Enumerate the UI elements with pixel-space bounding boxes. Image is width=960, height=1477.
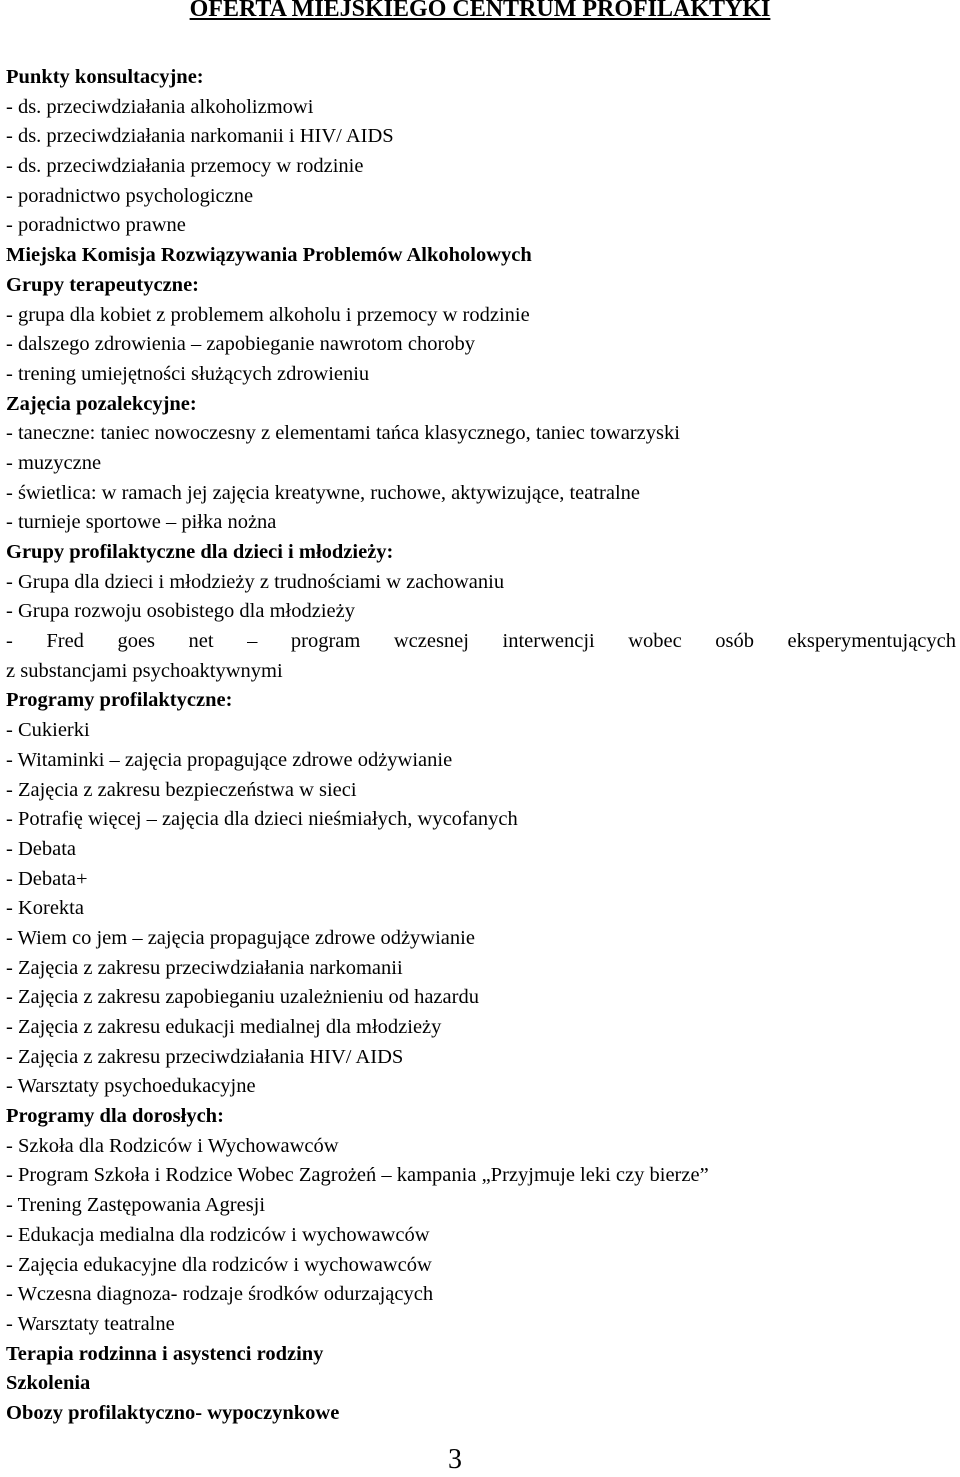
list-item: - poradnictwo psychologiczne <box>6 184 254 207</box>
list-item: - turnieje sportowe – piłka nożna <box>6 511 277 534</box>
list-item: - Witaminki – zajęcia propagujące zdrowe odżywianie <box>6 748 453 771</box>
list-item: - Zajęcia edukacyjne dla rodziców i wychowawców <box>6 1253 432 1276</box>
list-item: - dalszego zdrowienia – zapobieganie nawrotom choroby <box>6 333 476 356</box>
list-item: - muzyczne <box>6 451 102 474</box>
list-item: - poradnictwo prawne <box>6 214 186 237</box>
list-item: - Zajęcia z zakresu przeciwdziałania HIV/ AIDS <box>6 1045 404 1068</box>
list-item: - Wiem co jem – zajęcia propagujące zdrowe odżywianie <box>6 926 475 949</box>
section-heading: Szkolenia <box>6 1372 91 1395</box>
list-item: - Program Szkoła i Rodzice Wobec Zagrożeń – kampania „Przyjmuje leki czy bierze” <box>6 1164 709 1187</box>
list-item: - Warsztaty teatralne <box>6 1312 175 1335</box>
list-item: - Trening Zastępowania Agresji <box>6 1194 266 1217</box>
list-item: z substancjami psychoaktywnymi <box>6 659 283 682</box>
list-item: - trening umiejętności służących zdrowieniu <box>6 362 370 385</box>
list-item: - świetlica: w ramach jej zajęcia kreatywne, ruchowe, aktywizujące, teatralne <box>6 481 641 504</box>
section-heading: Programy profilaktyczne: <box>6 689 233 712</box>
section-heading: Terapia rodzinna i asystenci rodziny <box>6 1342 324 1365</box>
list-item: - Wczesna diagnoza- rodzaje środków odurzających <box>6 1283 434 1306</box>
section-heading: Grupy profilaktyczne dla dzieci i młodzieży: <box>6 541 394 563</box>
list-item: - Warsztaty psychoedukacyjne <box>6 1075 256 1098</box>
section-heading: Punkty konsultacyjne: <box>6 66 204 88</box>
list-item: - Potrafię więcej – zajęcia dla dzieci nieśmiałych, wycofanych <box>6 808 518 831</box>
section-heading: Miejska Komisja Rozwiązywania Problemów Alkoholowych <box>6 244 532 267</box>
section-heading: Programy dla dorosłych: <box>6 1105 224 1128</box>
list-item: - Cukierki <box>6 719 90 742</box>
list-item: - Zajęcia z zakresu przeciwdziałania narkomanii <box>6 956 403 979</box>
section-heading: Obozy profilaktyczno- wypoczynkowe <box>6 1401 340 1424</box>
list-item: - Fred goes net – program wczesnej interwencji wobec osób eksperymentujących <box>6 630 956 653</box>
list-item: - Debata <box>6 837 76 860</box>
list-item: - ds. przeciwdziałania narkomanii i HIV/ AIDS <box>6 125 394 148</box>
list-item: - Zajęcia z zakresu bezpieczeństwa w sieci <box>6 778 357 801</box>
list-item: - taneczne: taniec nowoczesny z elementami tańca klasycznego, taniec towarzyski <box>6 422 680 445</box>
list-item: - Szkoła dla Rodziców i Wychowawców <box>6 1134 339 1157</box>
list-item: - Grupa rozwoju osobistego dla młodzieży <box>6 600 355 623</box>
section-heading: Zajęcia pozalekcyjne: <box>6 392 197 415</box>
document-body <box>6 63 956 1429</box>
list-item: - Grupa dla dzieci i młodzieży z trudnościami w zachowaniu <box>6 570 505 593</box>
page-number: 3 <box>448 1444 462 1475</box>
list-item: - Edukacja medialna dla rodziców i wychowawców <box>6 1223 430 1246</box>
list-item: - grupa dla kobiet z problemem alkoholu i przemocy w rodzinie <box>6 303 530 326</box>
list-item: - ds. przeciwdziałania alkoholizmowi <box>6 95 314 118</box>
list-item: - Korekta <box>6 897 84 920</box>
list-item: - Zajęcia z zakresu zapobieganiu uzależnieniu od hazardu <box>6 986 479 1009</box>
list-item: - Debata+ <box>6 867 88 890</box>
list-item: - ds. przeciwdziałania przemocy w rodzinie <box>6 155 364 178</box>
section-heading: Grupy terapeutyczne: <box>6 273 199 296</box>
list-item: - Zajęcia z zakresu edukacji medialnej dla młodzieży <box>6 1016 442 1038</box>
document-title: OFERTA MIEJSKIEGO CENTRUM PROFILAKTYKI <box>189 0 771 22</box>
